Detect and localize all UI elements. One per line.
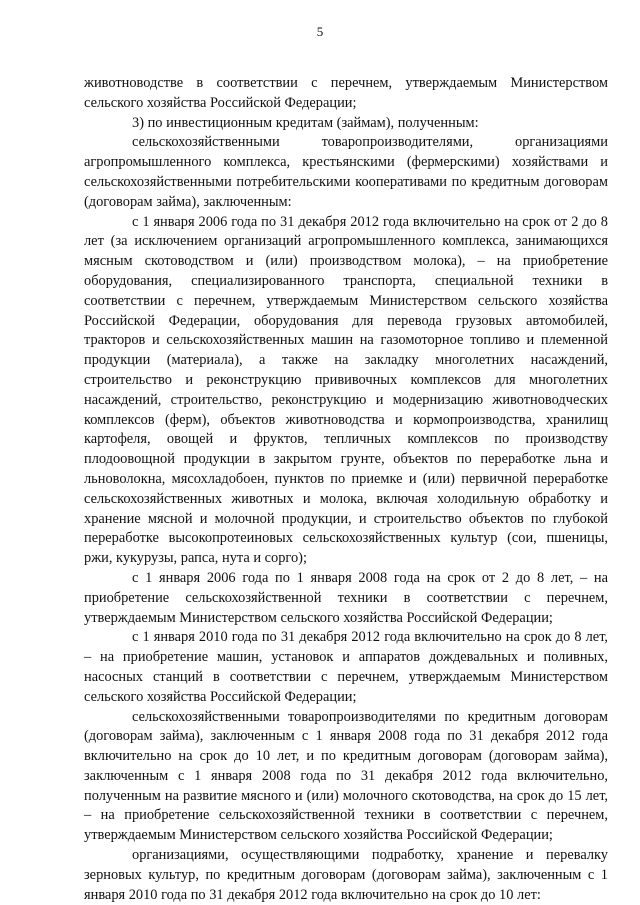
paragraph-2010-2012-irrigation: с 1 января 2010 года по 31 декабря 2012 года включительно на срок до 8 лет, – на приобретение машин, установок и аппаратов дождевальных и поливных, насосных станций в соответствии с перечнем, утверждаемым Министерством сельского хозяйства Российской Федерации; [84, 629, 608, 705]
paragraph-item-3-heading: 3) по инвестиционным кредитам (займам), полученным: [132, 114, 479, 131]
paragraph-borrowers-intro: сельскохозяйственными товаропроизводителями, организациями агропромышленного комплекса, крестьянскими (фермерскими) хозяйствами и сельскохозяйственными потребительскими кооперативами по кредитным договорам (договорам займа), заключенным: [84, 134, 608, 210]
paragraph-2006-2008-terms: с 1 января 2006 года по 1 января 2008 года на срок от 2 до 8 лет, – на приобретение сельскохозяйственной техники в соответствии с перечнем, утверждаемым Министерством сельского хозяйства Российской Федерации; [84, 569, 608, 626]
paragraph-producers-machinery: сельскохозяйственными товаропроизводителями по кредитным договорам (договорам займа), заключенным с 1 января 2008 года по 31 декабря 2012 года включительно на срок до 10 лет, и по кредитным договорам (договорам займа), заключенным с 1 января 2008 года по 31 декабря 2012 года включительно, полученным на развитие мясного и (или) молочного скотоводства, на срок до 15 лет, – на приобретение сельскохозяйственной техники в соответствии с перечнем, утверждаемым Министерством сельского хозяйства Российской Федерации; [84, 708, 608, 844]
paragraph-continuation: животноводстве в соответствии с перечнем, утверждаемым Министерством сельского хозяйства Российской Федерации; [84, 75, 608, 111]
paragraph-grain-organizations: организациями, осуществляющими подработку, хранение и перевалку зерновых культур, по кредитным договорам (договорам займа), заключенным с 1 января 2010 года по 31 декабря 2012 года включительно на срок до 10 лет: [84, 847, 608, 903]
paragraph-2006-2012-terms: с 1 января 2006 года по 31 декабря 2012 года включительно на срок от 2 до 8 лет (за исключением организаций агропромышленного комплекса, занимающихся мясным скотоводством и (или) производством молока), – на приобретение оборудования, специализированного транспорта, специальной техники в соответствии с перечнем, утверждаемым Министерством сельского хозяйства Российской Федерации, оборудования для перевода грузовых автомобилей, тракторов и сельскохозяйственных машин на газомоторное топливо и племенной продукции (материала), а также на закладку многолетних насаждений, строительство и реконструкцию прививочных комплексов для многолетних насаждений, строительство, реконструкцию и модернизацию животноводческих комплексов (ферм), объектов животноводства и кормопроизводства, хранилищ картофеля, овощей и фруктов, тепличных комплексов по производству плодоовощной продукции в закрытом грунте, объектов по переработке льна и льноволокна, мясохладобоен, пунктов по приемке и (или) первичной переработке сельскохозяйственных животных и молока, включая холодильную обработку и хранение мясной и молочной продукции, и строительство объектов по глубокой переработке высокопротеиновых сельскохозяйственных культур (сои, пшеницы, ржи, кукурузы, рапса, нута и сорго); [84, 213, 608, 567]
document-body [84, 74, 608, 905]
page-number: 5 [316, 24, 324, 39]
